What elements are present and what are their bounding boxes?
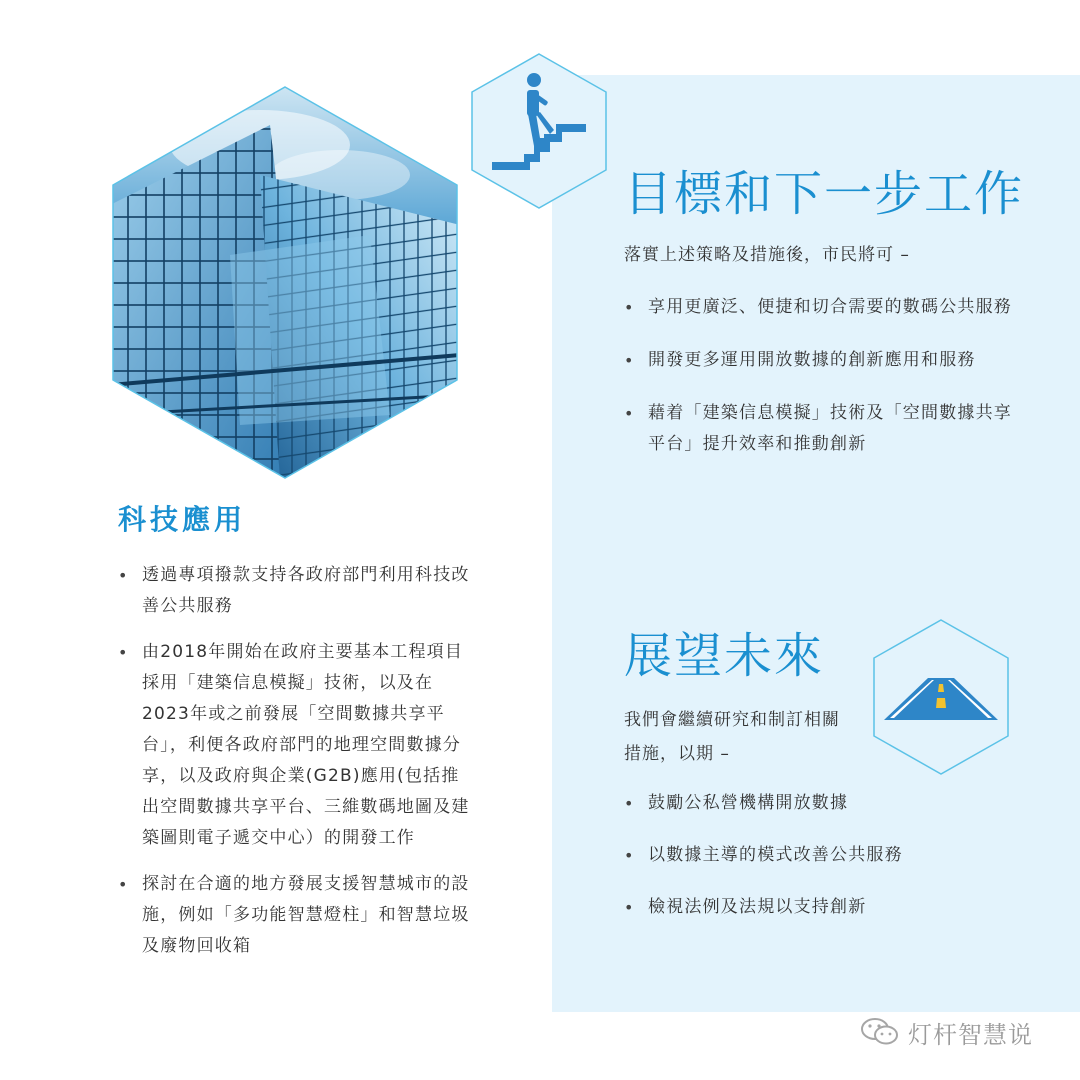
goals-list [624, 292, 1014, 482]
outlook-list [624, 788, 1014, 944]
list-item: • 享用更廣泛、便捷和切合需要的數碼公共服務 [624, 292, 1014, 323]
list-item: • 檢視法例及法規以支持創新 [624, 892, 1014, 923]
list-item: • 鼓勵公私營機構開放數據 [624, 788, 1014, 819]
wechat-icon [860, 1016, 900, 1048]
goals-title: 目標和下一步工作 [624, 166, 1025, 222]
tech-title: 科技應用 [118, 503, 247, 536]
watermark [860, 1012, 1033, 1052]
stairs-icon [470, 52, 608, 210]
building-photo [110, 85, 460, 480]
list-item: • 透過專項撥款支持各政府部門利用科技改善公共服務 [118, 560, 476, 622]
list-item: • 由2018年開始在政府主要基本工程項目採用「建築信息模擬」技術，以及在2023年或之前發展「空間數據共享平台」，利便各政府部門的地理空間數據分享，以及政府與企業(G2B)應用(包括推出空間數據共享平台、三維數碼地圖及建築圖則電子遞交中心）的開發工作 [118, 637, 476, 854]
list-item: • 以數據主導的模式改善公共服務 [624, 840, 1014, 871]
outlook-title: 展望未來 [624, 628, 825, 684]
list-item: • 開發更多運用開放數據的創新應用和服務 [624, 345, 1014, 376]
goals-intro: 落實上述策略及措施後，市民將可 – [624, 245, 910, 265]
list-item: • 藉着「建築信息模擬」技術及「空間數據共享平台」提升效率和推動創新 [624, 398, 1014, 460]
watermark-text: 灯杆智慧说 [908, 1020, 1033, 1049]
outlook-intro: 我們會繼續研究和制訂相關措施，以期 – [624, 710, 840, 764]
list-item: • 探討在合適的地方發展支援智慧城市的設施，例如「多功能智慧燈柱」和智慧垃圾及廢物回收箱 [118, 869, 476, 962]
road-icon [872, 618, 1010, 776]
tech-list [118, 560, 476, 977]
